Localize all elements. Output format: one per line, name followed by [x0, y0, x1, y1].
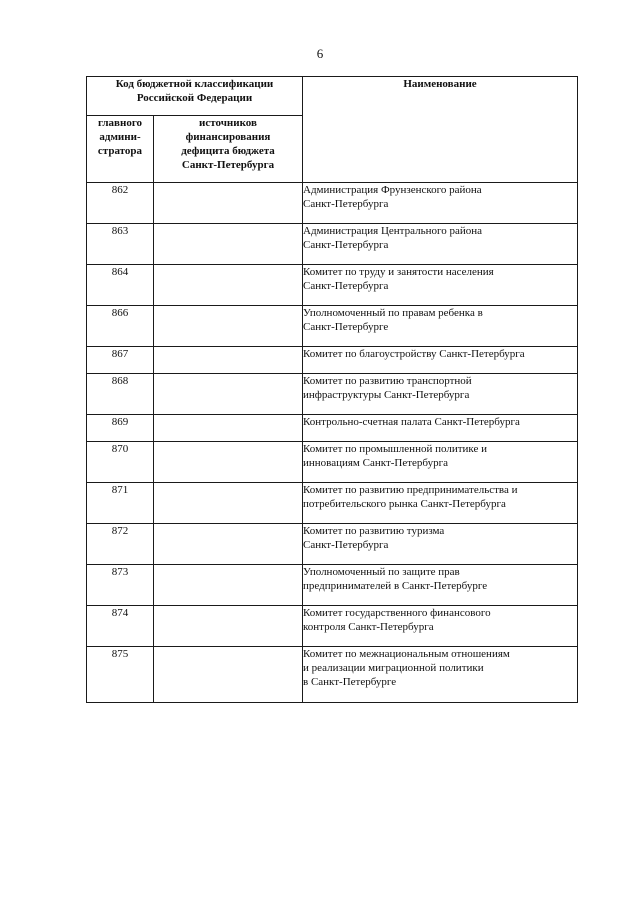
organization-name: Администрация Центрального района Санкт-Петербурга [303, 224, 578, 265]
admin-code: 875 [87, 647, 154, 703]
source-code [154, 347, 303, 374]
table-row [87, 224, 578, 265]
table-header-row [87, 77, 578, 116]
admin-code: 873 [87, 565, 154, 606]
source-code [154, 606, 303, 647]
source-code [154, 306, 303, 347]
organization-name: Администрация Фрунзенского района Санкт-Петербурга [303, 183, 578, 224]
page-number: 6 [316, 46, 324, 61]
table-row [87, 265, 578, 306]
admin-code: 874 [87, 606, 154, 647]
organization-name: Уполномоченный по правам ребенка в Санкт-Петербурге [303, 306, 578, 347]
header-chief-administrator: главного админи- стратора [87, 116, 154, 183]
organization-name: Уполномоченный по защите прав предпринимателей в Санкт-Петербурге [303, 565, 578, 606]
table-row [87, 647, 578, 703]
source-code [154, 524, 303, 565]
admin-code: 867 [87, 347, 154, 374]
organization-name: Комитет по благоустройству Санкт-Петербурга [303, 347, 578, 374]
organization-name: Комитет по развитию туризма Санкт-Петербурга [303, 524, 578, 565]
table-row [87, 606, 578, 647]
source-code [154, 565, 303, 606]
source-code [154, 415, 303, 442]
table-row [87, 415, 578, 442]
table-row [87, 306, 578, 347]
table-row [87, 483, 578, 524]
source-code [154, 483, 303, 524]
organization-name: Комитет по межнациональным отношениям и реализации миграционной политики в Санкт-Петербурге [303, 647, 578, 703]
source-code [154, 647, 303, 703]
admin-code: 866 [87, 306, 154, 347]
organization-name: Комитет по развитию транспортной инфраструктуры Санкт-Петербурга [303, 374, 578, 415]
table-row [87, 374, 578, 415]
table-row [87, 565, 578, 606]
header-name: Наименование [303, 77, 578, 183]
source-code [154, 183, 303, 224]
organization-name: Комитет по промышленной политике и инновациям Санкт-Петербурга [303, 442, 578, 483]
admin-code: 862 [87, 183, 154, 224]
admin-code: 871 [87, 483, 154, 524]
admin-code: 868 [87, 374, 154, 415]
admin-code: 872 [87, 524, 154, 565]
source-code [154, 265, 303, 306]
organization-name: Комитет по развитию предпринимательства и потребительского рынка Санкт-Петербурга [303, 483, 578, 524]
budget-classification-table [86, 76, 578, 703]
table-row [87, 347, 578, 374]
header-classification-code: Код бюджетной классификации Российской Федерации [87, 77, 303, 116]
organization-name: Контрольно-счетная палата Санкт-Петербурга [303, 415, 578, 442]
header-deficit-sources: источников финансирования дефицита бюджета Санкт-Петербурга [154, 116, 303, 183]
organization-name: Комитет по труду и занятости населения Санкт-Петербурга [303, 265, 578, 306]
source-code [154, 374, 303, 415]
admin-code: 869 [87, 415, 154, 442]
organization-name: Комитет государственного финансового контроля Санкт-Петербурга [303, 606, 578, 647]
admin-code: 864 [87, 265, 154, 306]
source-code [154, 224, 303, 265]
table-row [87, 442, 578, 483]
table-row [87, 183, 578, 224]
admin-code: 870 [87, 442, 154, 483]
admin-code: 863 [87, 224, 154, 265]
source-code [154, 442, 303, 483]
table-row [87, 524, 578, 565]
